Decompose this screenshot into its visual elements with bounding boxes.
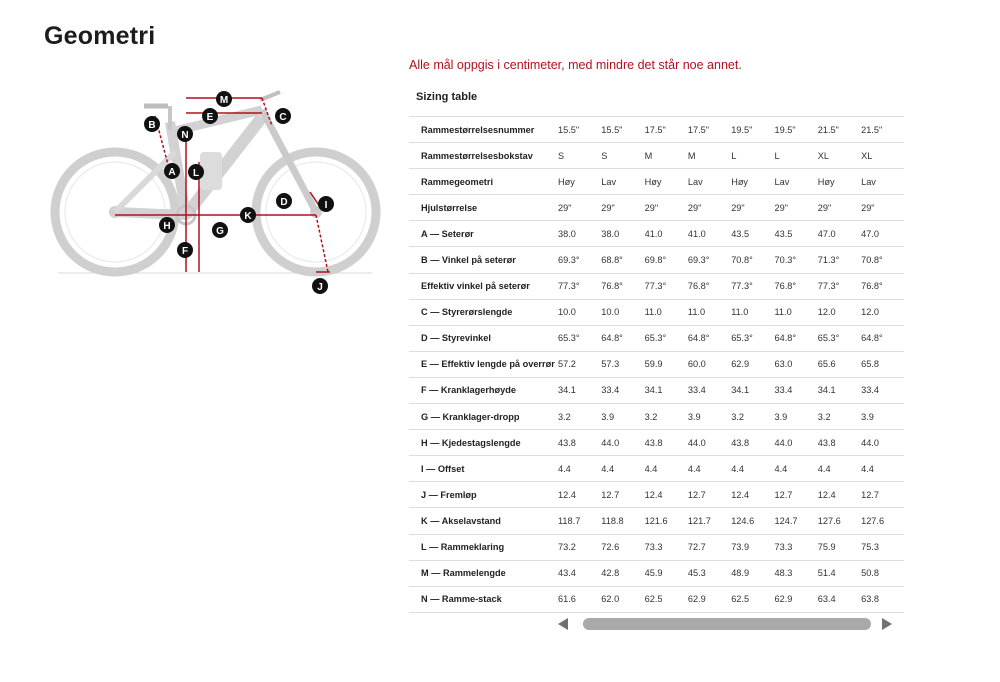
table-cell: 3.9 (861, 411, 874, 422)
table-cell: 29" (644, 202, 659, 213)
table-cell: 11.0 (687, 307, 706, 318)
table-cell: XL (861, 150, 873, 161)
table-cell: 19.5" (731, 124, 753, 135)
table-cell: M (644, 150, 653, 161)
table-cell: 71.3° (817, 255, 840, 266)
label-d: D (280, 197, 288, 208)
table-cell: 33.4 (861, 385, 879, 396)
row-label: D — Styrevinkel (421, 333, 491, 344)
row-label: I — Offset (421, 463, 465, 474)
table-cell: 69.8° (644, 255, 667, 266)
table-cell: S (601, 150, 608, 161)
table-cell: 43.5 (731, 228, 750, 239)
label-f: F (181, 246, 189, 257)
row-label: G — Kranklager-dropp (421, 411, 520, 422)
table-row (409, 325, 904, 351)
table-cell: 34.1 (558, 385, 576, 396)
label-c: C (279, 112, 287, 123)
table-cell: 38.0 (558, 228, 576, 239)
row-label: Rammestørrelsesnummer (421, 124, 535, 135)
table-cell: 69.3° (558, 255, 580, 266)
page-title: Geometri (44, 22, 156, 50)
label-a: A (168, 167, 176, 178)
row-label: Effektiv vinkel på seterør (421, 281, 530, 292)
table-cell: 63.4 (817, 594, 836, 605)
table-cell: 57.3 (601, 359, 620, 370)
table-cell: 4.4 (861, 463, 874, 474)
table-cell: 76.8° (861, 281, 883, 292)
row-label: Hjulstørrelse (421, 202, 478, 213)
table-cell: 21.5" (861, 124, 883, 135)
table-cell: 77.3° (817, 281, 840, 292)
table-cell: 48.9 (731, 568, 750, 579)
table-cell: Høy (817, 176, 835, 187)
table-cell: 29" (601, 202, 615, 213)
table-cell: 76.8° (774, 281, 797, 292)
table-row (409, 221, 904, 247)
table-cell: 70.8° (731, 255, 753, 266)
table-caption: Sizing table (416, 91, 478, 103)
table-cell: 75.3 (861, 542, 879, 553)
table-cell: 12.4 (817, 489, 836, 500)
table-cell: 44.0 (774, 437, 793, 448)
table-cell: 12.7 (861, 489, 879, 500)
label-e: E (206, 112, 214, 123)
table-cell: 29" (687, 202, 702, 213)
table-cell: 60.0 (687, 359, 706, 370)
table-cell: 11.0 (644, 307, 662, 318)
table-cell: 50.8 (861, 568, 879, 579)
table-cell: 77.3° (644, 281, 667, 292)
table-cell: 44.0 (687, 437, 706, 448)
table-cell: 70.3° (774, 255, 797, 266)
table-cell: 33.4 (601, 385, 620, 396)
table-row (409, 273, 904, 299)
table-cell: 65.8 (861, 359, 879, 370)
table-cell: 45.3 (687, 568, 706, 579)
chevron-right-icon[interactable] (882, 618, 892, 630)
table-cell: 121.6 (644, 515, 668, 526)
table-cell: L (774, 150, 780, 161)
table-cell: 3.2 (817, 411, 831, 422)
table-cell: 4.4 (601, 463, 615, 474)
table-cell: 43.8 (644, 437, 663, 448)
table-cell: 64.8° (774, 333, 797, 344)
table-cell: 12.4 (644, 489, 663, 500)
table-cell: 15.5" (558, 124, 580, 135)
table-row (409, 482, 904, 508)
table-cell: 45.9 (644, 568, 663, 579)
table-cell: 124.6 (731, 515, 755, 526)
table-cell: 12.7 (601, 489, 620, 500)
table-cell: 33.4 (774, 385, 793, 396)
table-cell: 3.2 (558, 411, 571, 422)
table-cell: 33.4 (687, 385, 706, 396)
table-cell: 47.0 (817, 228, 836, 239)
label-g: G (216, 226, 224, 237)
table-row (409, 247, 904, 273)
table-cell: 68.8° (601, 255, 623, 266)
table-cell: 65.3° (731, 333, 753, 344)
table-cell: 4.4 (687, 463, 701, 474)
table-cell: 121.7 (687, 515, 711, 526)
table-cell: 34.1 (731, 385, 750, 396)
table-cell: 127.6 (861, 515, 885, 526)
table-cell: Høy (644, 176, 662, 187)
table-cell: M (687, 150, 696, 161)
table-cell: XL (817, 150, 830, 161)
table-cell: 118.8 (601, 515, 624, 526)
table-cell: 10.0 (558, 307, 576, 318)
table-cell: 43.4 (558, 568, 576, 579)
row-label: L — Rammeklaring (421, 542, 505, 553)
table-cell: 21.5" (817, 124, 839, 135)
table-cell: 75.9 (817, 542, 836, 553)
table-row (409, 586, 904, 612)
row-label: C — Styrerørslengde (421, 307, 513, 318)
table-cell: 17.5" (644, 124, 666, 135)
table-row (409, 534, 904, 560)
row-label: F — Kranklagerhøyde (421, 385, 516, 396)
table-cell: 72.7 (687, 542, 706, 553)
table-cell: 62.0 (601, 594, 620, 605)
table-cell: 12.4 (731, 489, 750, 500)
label-k: K (244, 211, 252, 222)
table-cell: 118.7 (558, 515, 581, 526)
table-cell: 42.8 (601, 568, 620, 579)
table-cell: 73.9 (731, 542, 750, 553)
table-cell: 4.4 (644, 463, 658, 474)
table-cell: 65.6 (817, 359, 836, 370)
table-cell: 64.8° (601, 333, 623, 344)
row-label: J — Fremløp (421, 489, 477, 500)
row-label: H — Kjedestagslengde (421, 437, 521, 448)
table-row (409, 560, 904, 586)
table-cell: 11.0 (774, 307, 792, 318)
table-cell: 12.0 (817, 307, 836, 318)
table-cell: 12.4 (558, 489, 576, 500)
label-n: N (181, 130, 189, 141)
table-cell: 62.5 (731, 594, 750, 605)
table-cell: Høy (731, 176, 749, 187)
table-cell: 73.2 (558, 542, 576, 553)
table-cell: 69.3° (687, 255, 710, 266)
table-cell: 65.3° (644, 333, 667, 344)
table-cell: 62.9 (687, 594, 706, 605)
table-cell: 61.6 (558, 594, 576, 605)
table-cell: 38.0 (601, 228, 620, 239)
table-cell: 29" (861, 202, 875, 213)
table-cell: 12.0 (861, 307, 879, 318)
label-l: L (192, 168, 200, 179)
row-label: E — Effektiv lengde på overrør (421, 359, 555, 370)
table-cell: 59.9 (644, 359, 663, 370)
table-cell: 65.3° (558, 333, 580, 344)
table-cell: 4.4 (817, 463, 831, 474)
label-i: I (324, 200, 328, 211)
table-row (409, 508, 904, 534)
table-cell: 3.2 (731, 411, 744, 422)
table-cell: 62.5 (644, 594, 663, 605)
table-cell: 73.3 (644, 542, 663, 553)
table-cell: 11.0 (731, 307, 749, 318)
table-cell: 44.0 (861, 437, 879, 448)
table-cell: 63.8 (861, 594, 879, 605)
table-cell: 77.3° (558, 281, 580, 292)
row-label: A — Seterør (421, 228, 474, 239)
table-cell: 19.5" (774, 124, 796, 135)
table-cell: 12.7 (687, 489, 706, 500)
table-cell: 41.0 (644, 228, 663, 239)
table-cell: 72.6 (601, 542, 620, 553)
table-cell: 34.1 (644, 385, 663, 396)
table-cell: Høy (558, 176, 575, 187)
row-label: M — Rammelengde (421, 568, 506, 579)
row-label: K — Akselavstand (421, 515, 501, 526)
table-row (409, 456, 904, 482)
row-label: Rammegeometri (421, 176, 493, 187)
table-cell: 62.9 (731, 359, 750, 370)
horizontal-scrollbar[interactable] (556, 616, 896, 632)
table-cell: Lav (861, 176, 876, 187)
table-cell: 17.5" (687, 124, 710, 135)
row-label: Rammestørrelsesbokstav (421, 150, 533, 161)
sizing-table (409, 116, 904, 613)
units-notice: Alle mål oppgis i centimeter, med mindre det står noe annet. (409, 58, 742, 72)
label-h: H (163, 221, 171, 232)
table-cell: 70.8° (861, 255, 883, 266)
table-row (409, 404, 904, 430)
table-cell: 4.4 (731, 463, 744, 474)
table-cell: 127.6 (817, 515, 841, 526)
table-row (409, 430, 904, 456)
table-row (409, 299, 904, 325)
table-cell: 43.5 (774, 228, 793, 239)
table-cell: 76.8° (601, 281, 623, 292)
table-cell: 65.3° (817, 333, 840, 344)
table-cell: 12.7 (774, 489, 793, 500)
bike-illustration (40, 82, 390, 297)
table-cell: 64.8° (861, 333, 883, 344)
table-cell: 51.4 (817, 568, 836, 579)
table-cell: 73.3 (774, 542, 793, 553)
table-cell: 48.3 (774, 568, 793, 579)
table-row (409, 195, 904, 221)
table-cell: 77.3° (731, 281, 753, 292)
table-cell: 3.9 (601, 411, 615, 422)
table-cell: 76.8° (687, 281, 710, 292)
table-cell: 29" (558, 202, 572, 213)
table-cell: 3.9 (774, 411, 788, 422)
table-cell: Lav (601, 176, 617, 187)
table-cell: 43.8 (558, 437, 576, 448)
table-cell: 47.0 (861, 228, 879, 239)
table-cell: 124.7 (774, 515, 798, 526)
table-cell: Lav (687, 176, 703, 187)
scrollbar-thumb[interactable] (583, 618, 871, 630)
row-label: B — Vinkel på seterør (421, 255, 516, 266)
table-cell: Lav (774, 176, 790, 187)
table-cell: L (731, 150, 737, 161)
label-b: B (148, 120, 156, 131)
table-cell: 15.5" (601, 124, 623, 135)
chevron-left-icon[interactable] (558, 618, 568, 630)
table-cell: 64.8° (687, 333, 710, 344)
table-cell: S (558, 150, 565, 161)
table-cell: 3.9 (687, 411, 701, 422)
label-j: J (317, 282, 323, 293)
table-cell: 62.9 (774, 594, 793, 605)
table-cell: 41.0 (687, 228, 706, 239)
table-cell: 4.4 (558, 463, 571, 474)
bike-geometry-diagram (40, 82, 390, 297)
row-label: N — Ramme-stack (421, 594, 502, 605)
table-cell: 10.0 (601, 307, 620, 318)
sizing-table-container[interactable] (409, 116, 899, 613)
table-cell: 57.2 (558, 359, 576, 370)
table-cell: 44.0 (601, 437, 620, 448)
table-cell: 29" (774, 202, 788, 213)
table-row (409, 117, 904, 143)
table-cell: 63.0 (774, 359, 793, 370)
table-cell: 34.1 (817, 385, 836, 396)
table-row (409, 143, 904, 169)
table-cell: 43.8 (731, 437, 750, 448)
table-cell: 29" (817, 202, 832, 213)
table-cell: 43.8 (817, 437, 836, 448)
table-cell: 4.4 (774, 463, 788, 474)
table-row (409, 169, 904, 195)
table-cell: 29" (731, 202, 745, 213)
table-row (409, 351, 904, 377)
table-row (409, 377, 904, 403)
label-m: M (219, 95, 229, 106)
table-cell: 3.2 (644, 411, 658, 422)
